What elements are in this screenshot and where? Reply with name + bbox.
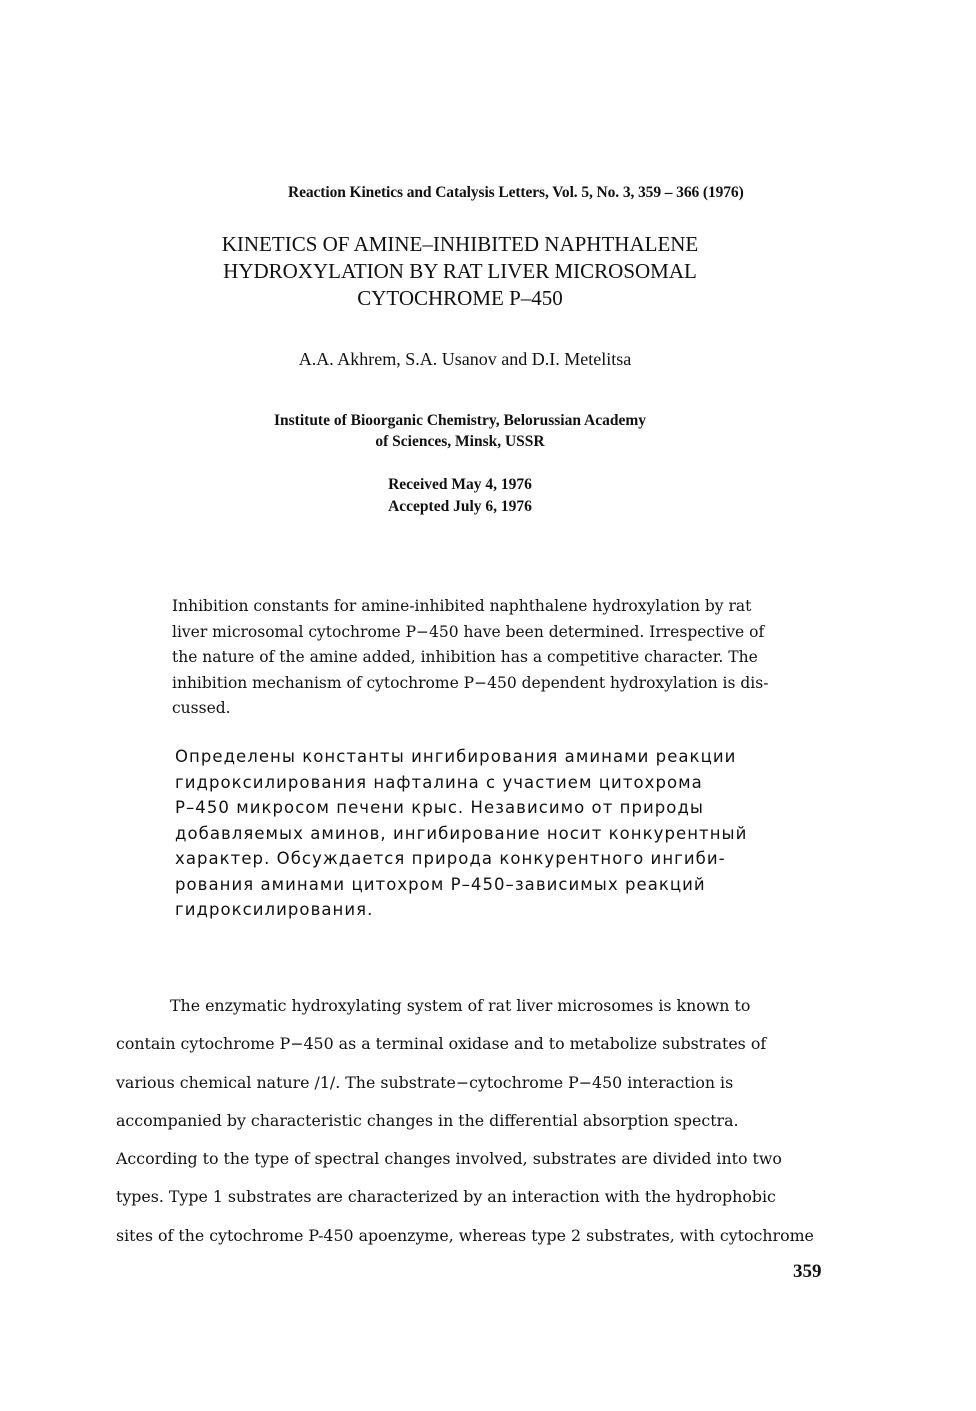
title-line: CYTOCHROME P–450 <box>357 286 563 310</box>
abstract-english <box>172 594 832 722</box>
abstract-line: the nature of the amine added, inhibition has a competitive character. The <box>172 648 758 666</box>
article-title <box>160 231 760 312</box>
body-line: contain cytochrome P−450 as a terminal oxidase and to metabolize substrates of <box>116 1034 767 1054</box>
authors: A.A. Akhrem, S.A. Usanov and D.I. Metelitsa <box>298 349 632 369</box>
abstract-line: Р–450 микросом печени крыс. Независимо от природы <box>175 798 704 817</box>
abstract-line: рования аминами цитохром Р–450–зависимых реакций <box>175 874 706 894</box>
body-line: sites of the cytochrome P-450 apoenzyme, whereas type 2 substrates, with cytochrome <box>116 1225 814 1245</box>
title-line: KINETICS OF AMINE–INHIBITED NAPHTHALENE <box>221 232 699 256</box>
body-line: types. Type 1 substrates are characterized by an interaction with the hydrophobic <box>116 1187 776 1207</box>
abstract-line: добавляемых аминов, ингибирование носит конкурентный <box>175 823 748 843</box>
affiliation <box>180 410 740 452</box>
abstract-line: гидроксилирования нафталина с участием цитохрома <box>175 772 703 792</box>
abstract-line: inhibition mechanism of cytochrome P−450 dependent hydroxylation is dis- <box>172 673 769 692</box>
journal-citation: Reaction Kinetics and Catalysis Letters, Vol. 5, No. 3, 359 – 366 (1976) <box>288 184 744 201</box>
title-line: HYDROXYLATION BY RAT LIVER MICROSOMAL <box>223 259 697 283</box>
abstract-line: характер. Обсуждается природа конкурентного ингиби- <box>175 849 726 868</box>
body-line: various chemical nature /1/. The substrate−cytochrome P−450 interaction is <box>116 1072 734 1092</box>
page-number: 359 <box>793 1261 822 1282</box>
accepted-date: Accepted July 6, 1976 <box>388 498 532 515</box>
body-line: According to the type of spectral changes involved, substrates are divided into two <box>116 1149 782 1169</box>
affiliation-line: Institute of Bioorganic Chemistry, Belorussian Academy <box>274 412 646 429</box>
body-line: accompanied by characteristic changes in the differential absorption spectra. <box>116 1110 739 1130</box>
abstract-line: Определены константы ингибирования аминами реакции <box>175 747 737 766</box>
abstract-line: liver microsomal cytochrome P−450 have been determined. Irrespective of <box>172 622 765 641</box>
body-line: The enzymatic hydroxylating system of rat liver microsomes is known to <box>170 996 751 1015</box>
affiliation-line: of Sciences, Minsk, USSR <box>375 433 545 450</box>
submission-dates <box>310 474 610 518</box>
abstract-line: гидроксилирования. <box>175 900 374 919</box>
abstract-line: cussed. <box>172 699 231 717</box>
abstract-line: Inhibition constants for amine-inhibited naphthalene hydroxylation by rat <box>172 597 752 615</box>
received-date: Received May 4, 1976 <box>388 476 532 493</box>
abstract-russian <box>175 744 835 923</box>
body-paragraph <box>116 987 836 1255</box>
